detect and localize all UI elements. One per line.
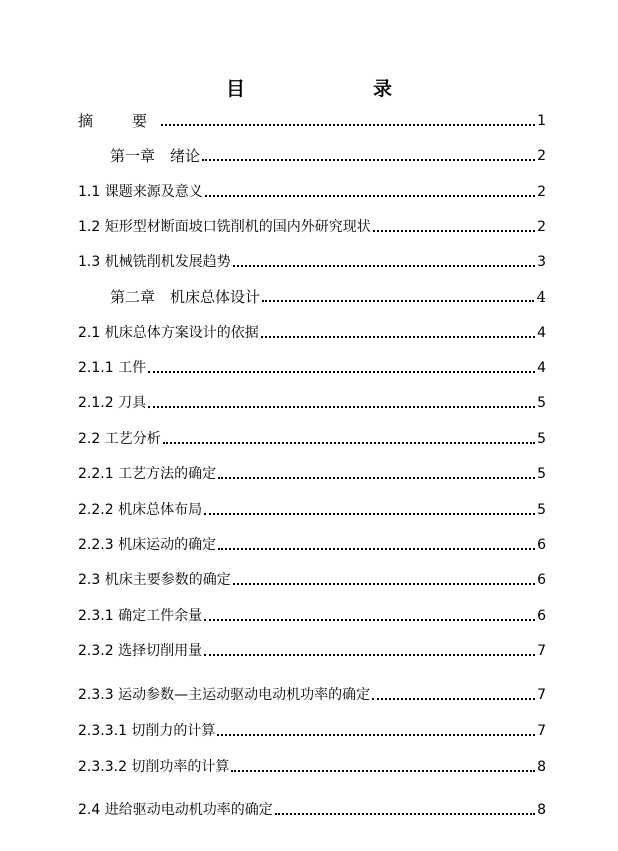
toc-entry-page: 2 bbox=[537, 148, 546, 164]
toc-entry-page: 8 bbox=[537, 802, 546, 818]
toc-entry-page: 1 bbox=[537, 113, 546, 129]
toc-entry-label: 1.2 矩形型材断面坡口铣削机的国内外研究现状 bbox=[78, 219, 371, 235]
toc-entry-label: 1.3 机械铣削机发展趋势 bbox=[78, 254, 231, 270]
toc-entry-page: 6 bbox=[537, 608, 546, 624]
toc-entry-page: 6 bbox=[537, 572, 546, 588]
toc-entry-label: 2.4 进给驱动电动机功率的确定 bbox=[78, 802, 273, 818]
toc-entry-chapter-1[interactable] bbox=[110, 143, 546, 165]
toc-entry-label: 2.1.2 刀具 bbox=[78, 395, 147, 411]
toc-dot-leader bbox=[372, 698, 535, 700]
toc-dot-leader bbox=[205, 195, 535, 197]
toc-entry-2-3[interactable] bbox=[78, 567, 546, 589]
toc-entry-abstract[interactable] bbox=[78, 108, 546, 130]
toc-dot-leader bbox=[373, 230, 535, 232]
toc-entry-1-3[interactable] bbox=[78, 249, 546, 271]
toc-entry-label: 2.3.1 确定工件余量 bbox=[78, 608, 203, 624]
toc-entry-page: 7 bbox=[537, 643, 546, 659]
toc-entry-2-1-2[interactable] bbox=[78, 390, 546, 412]
toc-dot-leader bbox=[217, 734, 535, 736]
toc-entry-label: 2.3 机床主要参数的确定 bbox=[78, 572, 231, 588]
toc-dot-leader bbox=[262, 300, 534, 302]
toc-dot-leader bbox=[148, 406, 535, 408]
toc-entry-2-3-3-1[interactable] bbox=[78, 718, 546, 740]
toc-dot-leader bbox=[261, 336, 535, 338]
toc-entry-1-1[interactable] bbox=[78, 179, 546, 201]
toc-dot-leader bbox=[231, 770, 535, 772]
toc-entry-label: 2.2.3 机床运动的确定 bbox=[78, 537, 217, 553]
toc-entry-page: 5 bbox=[537, 502, 546, 518]
toc-entry-page: 2 bbox=[537, 219, 546, 235]
toc-dot-leader bbox=[275, 813, 535, 815]
toc-entry-2-4[interactable] bbox=[78, 797, 546, 819]
toc-dot-leader bbox=[233, 583, 535, 585]
toc-entry-label: 2.3.2 选择切削用量 bbox=[78, 643, 203, 659]
toc-entry-label: 2.2.1 工艺方法的确定 bbox=[78, 466, 217, 482]
page-title: 目 录 bbox=[225, 78, 422, 100]
toc-entry-2-3-3-2[interactable] bbox=[78, 754, 546, 776]
toc-dot-leader bbox=[148, 371, 535, 373]
toc-entry-chapter-2[interactable] bbox=[110, 284, 546, 306]
toc-entry-page: 2 bbox=[537, 184, 546, 200]
toc-dot-leader bbox=[161, 124, 535, 126]
toc-entry-label: 2.2 工艺分析 bbox=[78, 431, 161, 447]
toc-dot-leader bbox=[204, 654, 535, 656]
toc-entry-page: 5 bbox=[537, 466, 546, 482]
toc-entry-label: 2.3.3.2 切削功率的计算 bbox=[78, 759, 230, 775]
toc-entry-2-2-1[interactable] bbox=[78, 461, 546, 483]
toc-entry-page: 7 bbox=[537, 687, 546, 703]
toc-entry-label: 摘 要 bbox=[78, 112, 160, 130]
toc-dot-leader bbox=[204, 619, 535, 621]
toc-dot-leader bbox=[163, 442, 535, 444]
toc-dot-leader bbox=[218, 477, 535, 479]
toc-dot-leader bbox=[204, 513, 535, 515]
toc-entry-page: 4 bbox=[537, 325, 546, 341]
toc-entry-2-3-3[interactable] bbox=[78, 682, 546, 704]
toc-entry-page: 5 bbox=[537, 431, 546, 447]
toc-entry-2-1-1[interactable] bbox=[78, 355, 546, 377]
toc-dot-leader bbox=[202, 159, 535, 161]
toc-entry-page: 3 bbox=[537, 254, 546, 270]
toc-entry-label: 2.3.3.1 切削力的计算 bbox=[78, 723, 216, 739]
toc-entry-2-3-1[interactable] bbox=[78, 603, 546, 625]
toc-entry-2-2-2[interactable] bbox=[78, 497, 546, 519]
toc-entry-label: 第一章 绪论 bbox=[110, 147, 201, 165]
toc-entry-2-1[interactable] bbox=[78, 320, 546, 342]
toc-entry-label: 2.3.3 运动参数—主运动驱动电动机功率的确定 bbox=[78, 687, 371, 703]
toc-dot-leader bbox=[218, 548, 535, 550]
toc-entry-2-2[interactable] bbox=[78, 426, 546, 448]
toc-entry-page: 6 bbox=[537, 537, 546, 553]
toc-entry-page: 4 bbox=[537, 360, 546, 376]
toc-entry-2-2-3[interactable] bbox=[78, 532, 546, 554]
toc-dot-leader bbox=[233, 265, 535, 267]
toc-entry-page: 7 bbox=[537, 723, 546, 739]
toc-entry-page: 4 bbox=[536, 288, 546, 306]
toc-entry-label: 2.2.2 机床总体布局 bbox=[78, 502, 203, 518]
toc-entry-label: 2.1 机床总体方案设计的依据 bbox=[78, 325, 259, 341]
toc-entry-label: 2.1.1 工件 bbox=[78, 360, 147, 376]
toc-entry-2-3-2[interactable] bbox=[78, 638, 546, 660]
toc-entry-label: 1.1 课题来源及意义 bbox=[78, 184, 203, 200]
toc-entry-label: 第二章 机床总体设计 bbox=[110, 288, 261, 306]
toc-entry-1-2[interactable] bbox=[78, 214, 546, 236]
toc-entry-page: 5 bbox=[537, 395, 546, 411]
toc-entry-page: 8 bbox=[537, 759, 546, 775]
